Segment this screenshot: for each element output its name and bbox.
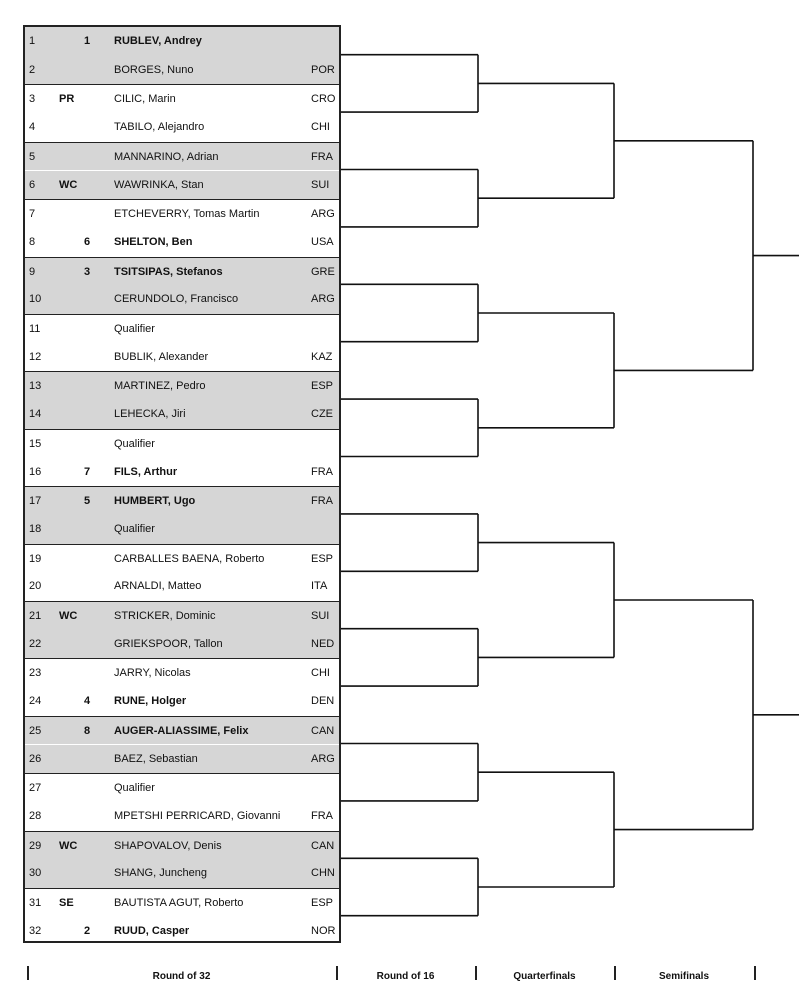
nationality: CHI xyxy=(311,667,330,680)
player-name: JARRY, Nicolas xyxy=(114,667,191,680)
player-name: WAWRINKA, Stan xyxy=(114,178,204,191)
draw-number: 4 xyxy=(29,121,36,134)
player-name: BUBLIK, Alexander xyxy=(114,350,209,363)
round-label: Round of 32 xyxy=(152,971,211,982)
player-name: SHANG, Juncheng xyxy=(114,867,207,880)
seed-number: 5 xyxy=(83,495,91,508)
entry-type: SE xyxy=(59,897,74,909)
draw-number: 20 xyxy=(29,580,42,593)
draw-number: 13 xyxy=(29,380,42,393)
draw-number: 21 xyxy=(29,610,42,622)
player-name: RUNE, Holger xyxy=(114,695,187,708)
draw-number: 15 xyxy=(29,437,42,450)
nationality: CRO xyxy=(311,93,336,106)
draw-number: 5 xyxy=(29,150,36,163)
nationality: POR xyxy=(311,63,335,76)
draw-number: 7 xyxy=(29,208,36,221)
nationality: GRE xyxy=(311,265,335,278)
player-name: CERUNDOLO, Francisco xyxy=(114,293,239,306)
player-name: BORGES, Nuno xyxy=(114,63,194,76)
seed-number: 8 xyxy=(83,724,91,737)
draw-number: 31 xyxy=(29,897,42,909)
nationality: NED xyxy=(311,637,335,650)
draw-number: 12 xyxy=(29,350,42,363)
entry-type: PR xyxy=(59,93,75,106)
player-name: STRICKER, Dominic xyxy=(114,610,216,622)
nationality: CAN xyxy=(311,839,335,852)
player-name: BAEZ, Sebastian xyxy=(114,752,198,765)
nationality: CHI xyxy=(311,121,330,134)
nationality: ARG xyxy=(311,293,335,306)
player-name: SHELTON, Ben xyxy=(114,235,193,248)
draw-number: 22 xyxy=(29,637,42,650)
draw-number: 10 xyxy=(29,293,42,306)
player-name: TABILO, Alejandro xyxy=(114,121,205,134)
nationality: ARG xyxy=(311,752,335,765)
draw-number: 18 xyxy=(29,522,42,535)
nationality: FRA xyxy=(311,150,333,163)
seed-number: 3 xyxy=(83,265,91,278)
draw-number: 27 xyxy=(29,782,42,795)
seed-number: 2 xyxy=(83,924,91,937)
round-label: Round of 16 xyxy=(376,971,435,982)
nationality: FRA xyxy=(311,809,333,822)
round-label: Quarterfinals xyxy=(513,971,576,982)
player-name: ARNALDI, Matteo xyxy=(114,580,202,593)
seed-number: 4 xyxy=(83,695,91,708)
round-header xyxy=(0,960,799,982)
player-name: HUMBERT, Ugo xyxy=(114,495,196,508)
player-name: ETCHEVERRY, Tomas Martin xyxy=(114,208,260,221)
seed-number: 1 xyxy=(83,35,91,47)
player-name: Qualifier xyxy=(114,323,155,335)
draw-number: 24 xyxy=(29,695,42,708)
player-name: Qualifier xyxy=(114,782,155,795)
nationality: USA xyxy=(311,235,334,248)
round-label: Semifinals xyxy=(658,971,710,982)
draw-number: 3 xyxy=(29,93,36,106)
player-name: CARBALLES BAENA, Roberto xyxy=(114,552,265,565)
nationality: NOR xyxy=(311,924,336,937)
player-name: SHAPOVALOV, Denis xyxy=(114,839,222,852)
player-name: RUUD, Casper xyxy=(114,924,190,937)
draw-number: 26 xyxy=(29,752,42,765)
draw-number: 14 xyxy=(29,408,42,421)
entry-type: WC xyxy=(59,610,78,622)
player-name: Qualifier xyxy=(114,522,155,535)
player-name: MANNARINO, Adrian xyxy=(114,150,219,163)
draw-number: 1 xyxy=(29,35,36,47)
draw-number: 25 xyxy=(29,724,42,737)
player-name: RUBLEV, Andrey xyxy=(114,35,202,47)
draw-number: 9 xyxy=(29,265,36,278)
nationality: SUI xyxy=(311,178,330,191)
player-name: MPETSHI PERRICARD, Giovanni xyxy=(114,809,281,822)
draw-number: 30 xyxy=(29,867,42,880)
player-name: TSITSIPAS, Stefanos xyxy=(114,265,223,278)
player-name: FILS, Arthur xyxy=(114,465,178,478)
nationality: ESP xyxy=(311,380,334,393)
nationality: SUI xyxy=(311,610,330,622)
draw-number: 23 xyxy=(29,667,42,680)
nationality: ESP xyxy=(311,552,334,565)
draw-number: 29 xyxy=(29,839,42,852)
nationality: CAN xyxy=(311,724,335,737)
nationality: FRA xyxy=(311,495,333,508)
nationality: CZE xyxy=(311,408,333,421)
draw-number: 17 xyxy=(29,495,42,508)
draw-number: 16 xyxy=(29,465,42,478)
player-name: AUGER-ALIASSIME, Felix xyxy=(114,724,249,737)
player-name: LEHECKA, Jiri xyxy=(114,408,186,421)
draw-number: 2 xyxy=(29,63,36,76)
player-name: MARTINEZ, Pedro xyxy=(114,380,206,393)
nationality: DEN xyxy=(311,695,335,708)
player-name: CILIC, Marin xyxy=(114,93,176,106)
entry-type: WC xyxy=(59,178,78,191)
nationality: FRA xyxy=(311,465,333,478)
player-name: Qualifier xyxy=(114,437,155,450)
nationality: ARG xyxy=(311,208,335,221)
seed-number: 7 xyxy=(83,465,91,478)
seed-number: 6 xyxy=(83,235,91,248)
draw-number: 11 xyxy=(29,323,41,335)
player-name: BAUTISTA AGUT, Roberto xyxy=(114,897,244,909)
nationality: ITA xyxy=(311,580,328,593)
draw-number: 28 xyxy=(29,809,42,822)
nationality: CHN xyxy=(311,867,335,880)
draw-number: 32 xyxy=(29,924,42,937)
draw-number: 8 xyxy=(29,235,36,248)
entry-type: WC xyxy=(59,839,78,852)
draw-number: 6 xyxy=(29,178,36,191)
nationality: ESP xyxy=(311,897,334,909)
player-name: GRIEKSPOOR, Tallon xyxy=(114,637,223,650)
draw-number: 19 xyxy=(29,552,42,565)
nationality: KAZ xyxy=(311,350,333,363)
